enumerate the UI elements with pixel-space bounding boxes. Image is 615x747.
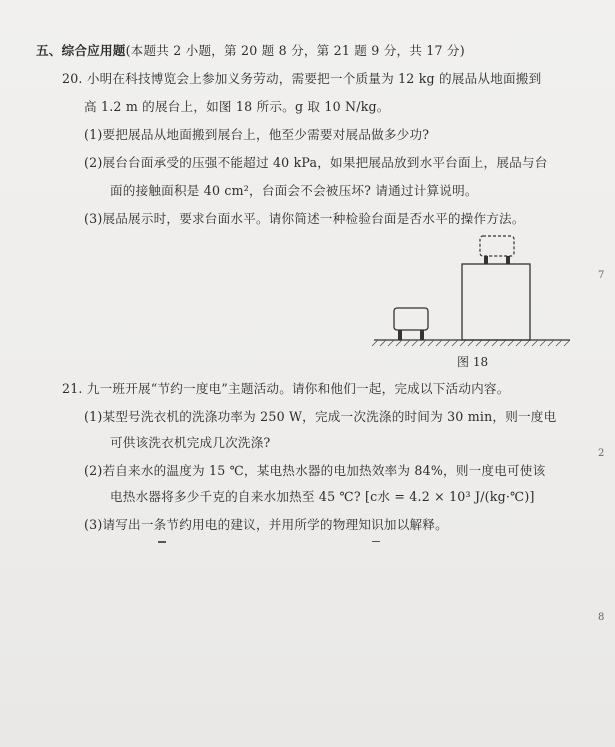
- q21-stem: 21. 九一班开展“节约一度电”主题活动。请你和他们一起，完成以下活动内容。: [62, 381, 510, 396]
- q20-part2-line1: (2)展台台面承受的压强不能超过 40 kPa，如果把展品放到水平台面上，展品与台: [84, 155, 548, 170]
- margin-mark-1: 7: [598, 270, 605, 281]
- section-note: (本题共 2 小题，第 20 题 8 分，第 21 题 9 分，共 17 分): [125, 43, 465, 58]
- margin-mark-2: 2: [598, 448, 605, 459]
- print-dash-mark-2: [372, 541, 380, 542]
- q20-part3: (3)展品展示时，要求台面水平。请你简述一种检验台面是否水平的操作方法。: [84, 211, 525, 226]
- section-title-text: 五、综合应用题: [36, 43, 126, 58]
- print-dash-mark: [158, 541, 166, 543]
- figure-caption: 图 18: [457, 355, 489, 369]
- q21-part3: (3)请写出一条节约用电的建议，并用所学的物理知识加以解释。: [84, 517, 448, 532]
- section-title: [36, 42, 465, 60]
- q20-part2-line2: 面的接触面积是 40 cm²，台面会不会被压坏? 请通过计算说明。: [110, 183, 478, 198]
- q21-part1-line2: 可供该洗衣机完成几次洗涤?: [110, 435, 271, 450]
- exhibit-on-stand-dashed: [480, 236, 514, 264]
- q21-part1-line1: (1)某型号洗衣机的洗涤功率为 250 W，完成一次洗涤的时间为 30 min，则一度电: [84, 409, 557, 424]
- q21-part2-line1: (2)若自来水的温度为 15 ℃，某电热水器的电加热效率为 84%，则一度电可使该: [84, 463, 546, 478]
- q21-part2-line2: 电热水器将多少千克的自来水加热至 45 ℃? [c水 = 4.2 × 10³ J/(kg·℃)]: [110, 489, 535, 504]
- q20-stem-line1: 20. 小明在科技博览会上参加义务劳动，需要把一个质量为 12 kg 的展品从地面搬到: [62, 71, 542, 86]
- q20-stem-line2: 高 1.2 m 的展台上，如图 18 所示。g 取 10 N/kg。: [84, 99, 390, 114]
- ground-hatching: [372, 340, 570, 346]
- display-stand: [462, 264, 530, 340]
- figure-18-diagram: [372, 228, 572, 373]
- exhibit-on-ground: [394, 308, 428, 340]
- q20-part1: (1)要把展品从地面搬到展台上，他至少需要对展品做多少功?: [84, 127, 430, 142]
- margin-mark-3: 8: [598, 612, 605, 623]
